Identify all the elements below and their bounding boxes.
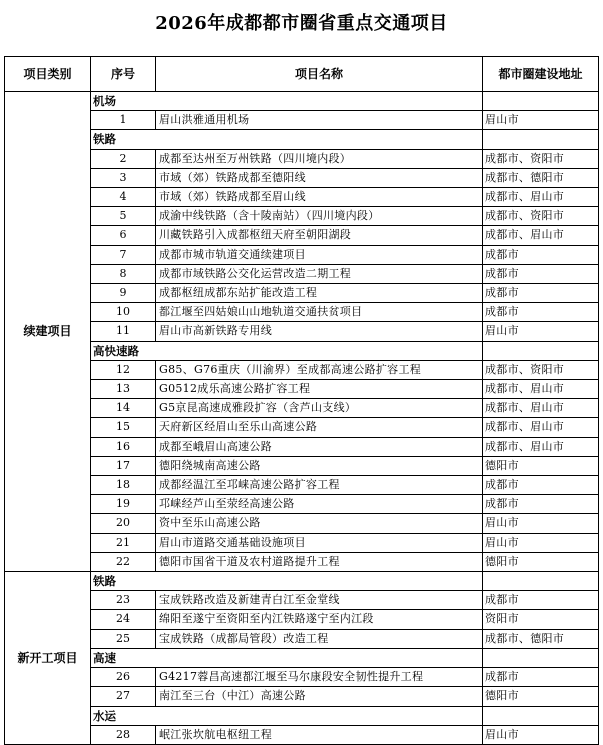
row-number: 20: [91, 514, 156, 533]
table-row: [5, 245, 599, 264]
project-name: 川藏铁路引入成都枢纽天府至朝阳湖段: [156, 226, 483, 245]
group-label: 铁路: [91, 572, 483, 591]
group-row: [5, 341, 599, 360]
project-name: 市域（郊）铁路成都至德阳线: [156, 168, 483, 187]
row-number: 11: [91, 322, 156, 341]
row-number: 2: [91, 149, 156, 168]
group-row: [5, 706, 599, 725]
table-row: [5, 437, 599, 456]
table-row: [5, 456, 599, 475]
group-row: [5, 92, 599, 111]
project-name: 成都市域铁路公交化运营改造二期工程: [156, 264, 483, 283]
row-number: 6: [91, 226, 156, 245]
row-number: 9: [91, 284, 156, 303]
table-row: [5, 610, 599, 629]
project-name: 眉山市高新铁路专用线: [156, 322, 483, 341]
project-name: 岷江张坎航电枢纽工程: [156, 725, 483, 744]
project-location: 成都市: [483, 284, 599, 303]
table-row: [5, 149, 599, 168]
project-name: 市域（郊）铁路成都至眉山线: [156, 188, 483, 207]
row-number: 3: [91, 168, 156, 187]
project-name: 南江至三台（中江）高速公路: [156, 687, 483, 706]
group-empty-cell: [483, 706, 599, 725]
project-location: 成都市、眉山市: [483, 437, 599, 456]
projects-table: [4, 56, 599, 745]
project-location: 成都市、眉山市: [483, 418, 599, 437]
header-name: 项目名称: [156, 57, 483, 92]
row-number: 15: [91, 418, 156, 437]
row-number: 7: [91, 245, 156, 264]
group-label: 机场: [91, 92, 483, 111]
row-number: 8: [91, 264, 156, 283]
project-name: 成都经温江至邛崃高速公路扩容工程: [156, 476, 483, 495]
row-number: 26: [91, 668, 156, 687]
page-title: 2026年成都都市圈省重点交通项目: [155, 13, 448, 34]
project-location: 成都市: [483, 245, 599, 264]
project-name: G5京昆高速成雅段扩容（含芦山支线）: [156, 399, 483, 418]
project-location: 成都市、资阳市: [483, 149, 599, 168]
row-number: 12: [91, 360, 156, 379]
project-location: 成都市、眉山市: [483, 380, 599, 399]
project-location: 眉山市: [483, 322, 599, 341]
table-row: [5, 399, 599, 418]
header-number: 序号: [91, 57, 156, 92]
project-location: 成都市、德阳市: [483, 629, 599, 648]
project-location: 成都市、眉山市: [483, 399, 599, 418]
project-location: 德阳市: [483, 687, 599, 706]
row-number: 21: [91, 533, 156, 552]
project-location: 成都市: [483, 668, 599, 687]
project-name: 成都枢纽成都东站扩能改造工程: [156, 284, 483, 303]
project-name: 成都至达州至万州铁路（四川境内段）: [156, 149, 483, 168]
project-location: 眉山市: [483, 725, 599, 744]
project-location: 成都市、眉山市: [483, 188, 599, 207]
row-number: 13: [91, 380, 156, 399]
row-number: 1: [91, 111, 156, 130]
row-number: 10: [91, 303, 156, 322]
table-row: [5, 533, 599, 552]
table-row: [5, 360, 599, 379]
row-number: 5: [91, 207, 156, 226]
project-name: 成都至峨眉山高速公路: [156, 437, 483, 456]
table-row: [5, 629, 599, 648]
project-name: G0512成乐高速公路扩容工程: [156, 380, 483, 399]
project-name: 天府新区经眉山至乐山高速公路: [156, 418, 483, 437]
project-location: 眉山市: [483, 533, 599, 552]
table-row: [5, 264, 599, 283]
project-location: 成都市、资阳市: [483, 207, 599, 226]
row-number: 22: [91, 552, 156, 571]
table-row: [5, 284, 599, 303]
table-row: [5, 188, 599, 207]
project-name: 都江堰至四姑娘山山地轨道交通扶贫项目: [156, 303, 483, 322]
category-cell: 新开工项目: [5, 572, 91, 745]
group-label: 高速: [91, 648, 483, 667]
project-name: 绵阳至遂宁至资阳至内江铁路遂宁至内江段: [156, 610, 483, 629]
group-empty-cell: [483, 572, 599, 591]
row-number: 27: [91, 687, 156, 706]
project-name: 成都市城市轨道交通续建项目: [156, 245, 483, 264]
table-row: [5, 668, 599, 687]
project-location: 成都市: [483, 303, 599, 322]
project-location: 眉山市: [483, 514, 599, 533]
row-number: 23: [91, 591, 156, 610]
project-name: 宝成铁路（成都局管段）改造工程: [156, 629, 483, 648]
group-label: 水运: [91, 706, 483, 725]
table-row: [5, 418, 599, 437]
table-header-row: [5, 57, 599, 92]
project-name: G4217蓉昌高速都江堰至马尔康段安全韧性提升工程: [156, 668, 483, 687]
project-name: 资中至乐山高速公路: [156, 514, 483, 533]
project-location: 成都市: [483, 264, 599, 283]
project-location: 眉山市: [483, 111, 599, 130]
row-number: 16: [91, 437, 156, 456]
row-number: 4: [91, 188, 156, 207]
table-row: [5, 687, 599, 706]
project-name: 宝成铁路改造及新建青白江至金堂线: [156, 591, 483, 610]
row-number: 25: [91, 629, 156, 648]
group-row: [5, 130, 599, 149]
project-name: 邛崃经芦山至荥经高速公路: [156, 495, 483, 514]
group-row: [5, 648, 599, 667]
group-empty-cell: [483, 648, 599, 667]
table-row: [5, 226, 599, 245]
row-number: 28: [91, 725, 156, 744]
project-name: 成渝中线铁路（含十陵南站）（四川境内段）: [156, 207, 483, 226]
table-row: [5, 322, 599, 341]
project-name: 眉山洪雅通用机场: [156, 111, 483, 130]
group-empty-cell: [483, 92, 599, 111]
project-location: 成都市、德阳市: [483, 168, 599, 187]
table-row: [5, 380, 599, 399]
header-category: 项目类别: [5, 57, 91, 92]
project-location: 成都市: [483, 591, 599, 610]
header-location: 都市圈建设地址: [483, 57, 599, 92]
project-location: 成都市: [483, 476, 599, 495]
table-row: [5, 725, 599, 744]
group-empty-cell: [483, 130, 599, 149]
group-row: [5, 572, 599, 591]
project-location: 资阳市: [483, 610, 599, 629]
project-name: G85、G76重庆（川渝界）至成都高速公路扩容工程: [156, 360, 483, 379]
table-row: [5, 591, 599, 610]
project-name: 德阳市国省干道及农村道路提升工程: [156, 552, 483, 571]
table-row: [5, 514, 599, 533]
group-label: 铁路: [91, 130, 483, 149]
project-location: 成都市、资阳市: [483, 360, 599, 379]
table-row: [5, 111, 599, 130]
group-label: 高快速路: [91, 341, 483, 360]
table-row: [5, 476, 599, 495]
project-location: 成都市、眉山市: [483, 226, 599, 245]
table-row: [5, 303, 599, 322]
category-cell: 续建项目: [5, 92, 91, 572]
table-row: [5, 495, 599, 514]
row-number: 19: [91, 495, 156, 514]
table-row: [5, 168, 599, 187]
row-number: 18: [91, 476, 156, 495]
table-body: [5, 92, 599, 745]
row-number: 14: [91, 399, 156, 418]
table-row: [5, 207, 599, 226]
row-number: 24: [91, 610, 156, 629]
table-row: [5, 552, 599, 571]
project-location: 德阳市: [483, 456, 599, 475]
group-empty-cell: [483, 341, 599, 360]
project-location: 德阳市: [483, 552, 599, 571]
project-location: 成都市: [483, 495, 599, 514]
project-name: 眉山市道路交通基础设施项目: [156, 533, 483, 552]
project-name: 德阳绕城南高速公路: [156, 456, 483, 475]
row-number: 17: [91, 456, 156, 475]
